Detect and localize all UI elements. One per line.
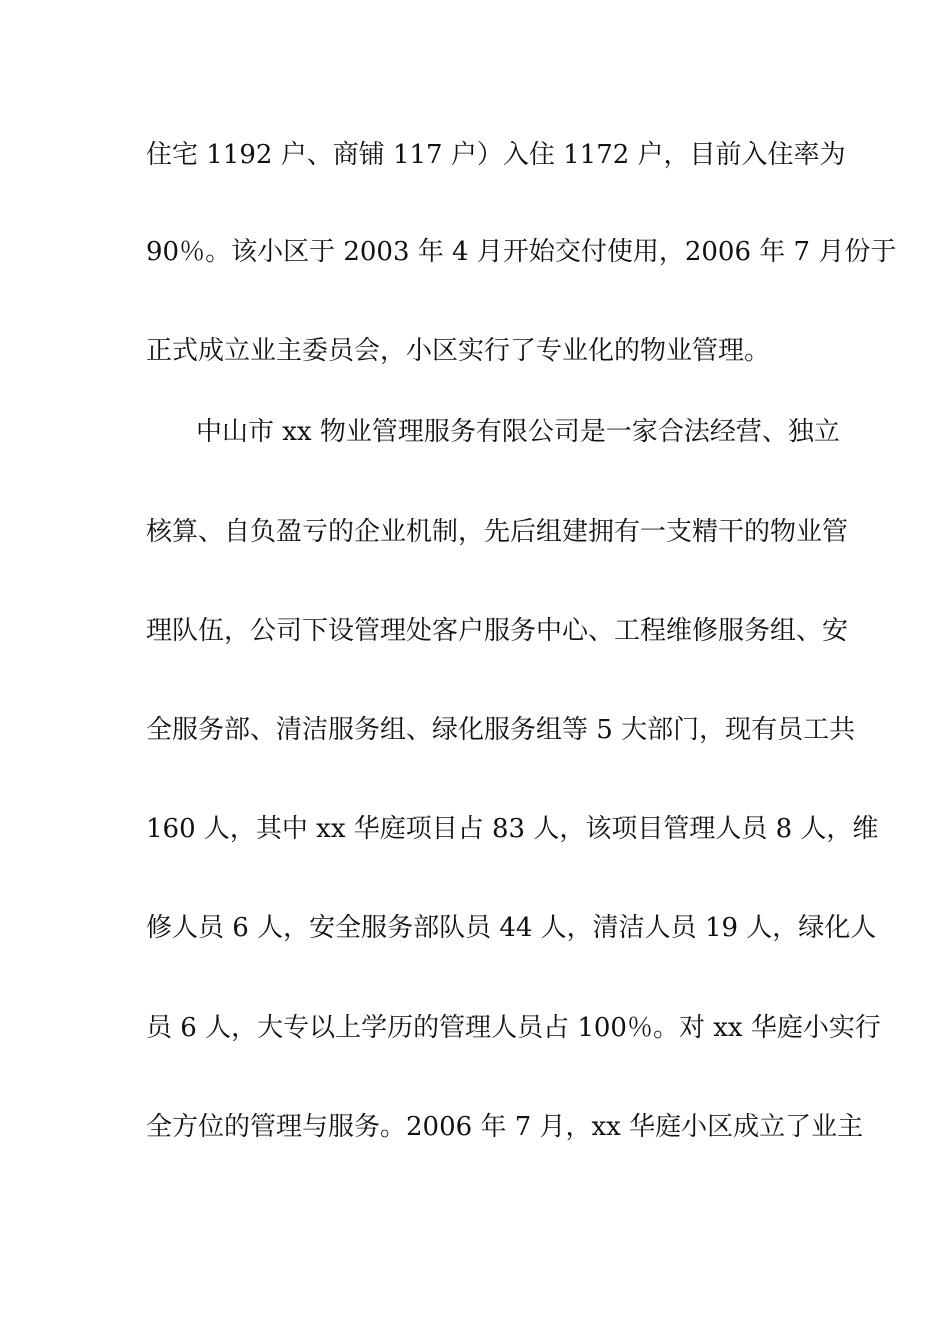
text-line-11: 全方位的管理与服务。2006 年 7 月，xx 华庭小区成立了业主: [146, 1112, 864, 1142]
text-line-2: 90％。该小区于 2003 年 4 月开始交付使用，2006 年 7 月份于: [146, 237, 897, 267]
text-line-1: 住宅 1192 户、商铺 117 户）入住 1172 户，目前入住率为: [146, 140, 846, 170]
text-line-3: 正式成立业主委员会，小区实行了专业化的物业管理。: [146, 336, 771, 366]
text-line-6: 理队伍，公司下设管理处客户服务中心、工程维修服务组、安: [146, 616, 849, 646]
text-line-7: 全服务部、清洁服务组、绿化服务组等 5 大部门，现有员工共: [146, 715, 856, 745]
text-line-9: 修人员 6 人，安全服务部队员 44 人，清洁人员 19 人，绿化人: [146, 913, 877, 943]
text-line-5: 核算、自负盈亏的企业机制，先后组建拥有一支精干的物业管: [146, 517, 849, 547]
text-line-4: 中山市 xx 物业管理服务有限公司是一家合法经营、独立: [196, 417, 840, 447]
text-line-10: 员 6 人，大专以上学历的管理人员占 100％。对 xx 华庭小实行: [146, 1013, 881, 1043]
text-line-8: 160 人，其中 xx 华庭项目占 83 人，该项目管理人员 8 人，维: [146, 814, 879, 844]
